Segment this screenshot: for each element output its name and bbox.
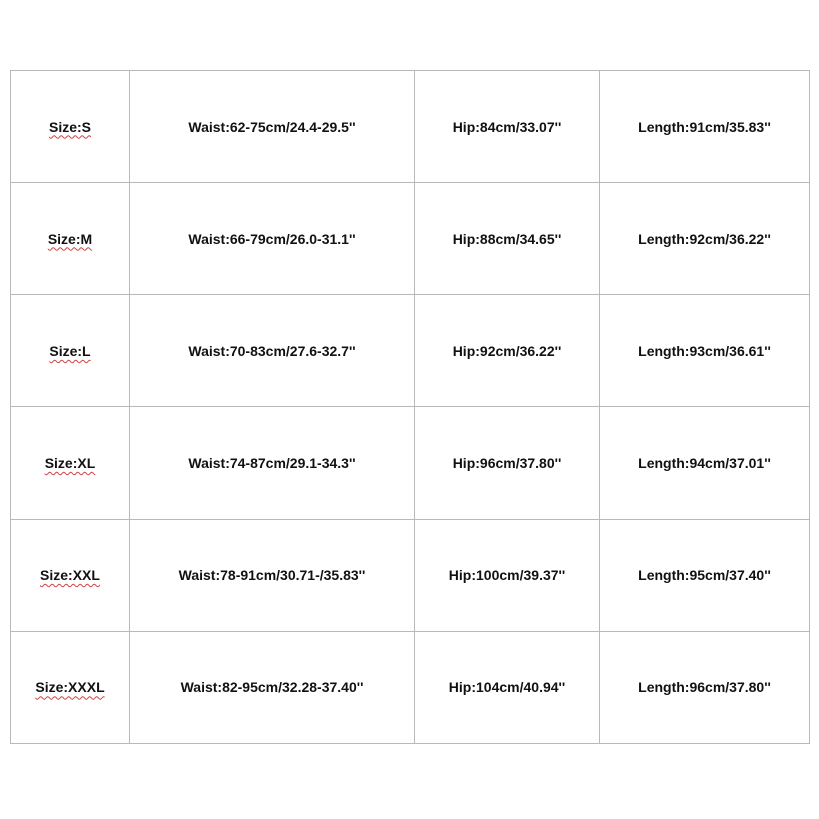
hip-cell: Hip:100cm/39.37'' xyxy=(415,519,600,631)
size-label: Size:XXXL xyxy=(35,679,105,696)
waist-cell: Waist:62-75cm/24.4-29.5'' xyxy=(130,71,415,183)
hip-cell: Hip:92cm/36.22'' xyxy=(415,295,600,407)
size-cell xyxy=(11,519,130,631)
length-cell: Length:96cm/37.80'' xyxy=(600,631,810,743)
table-row xyxy=(11,71,810,183)
waist-cell: Waist:78-91cm/30.71-/35.83'' xyxy=(130,519,415,631)
size-cell xyxy=(11,71,130,183)
waist-cell: Waist:82-95cm/32.28-37.40'' xyxy=(130,631,415,743)
length-cell: Length:92cm/36.22'' xyxy=(600,183,810,295)
size-label: Size:XL xyxy=(44,455,96,472)
length-cell: Length:91cm/35.83'' xyxy=(600,71,810,183)
length-cell: Length:93cm/36.61'' xyxy=(600,295,810,407)
table-row xyxy=(11,295,810,407)
hip-cell: Hip:88cm/34.65'' xyxy=(415,183,600,295)
size-cell xyxy=(11,631,130,743)
length-cell: Length:95cm/37.40'' xyxy=(600,519,810,631)
table-row xyxy=(11,519,810,631)
size-label: Size:S xyxy=(48,118,91,135)
waist-cell: Waist:70-83cm/27.6-32.7'' xyxy=(130,295,415,407)
waist-cell: Waist:66-79cm/26.0-31.1'' xyxy=(130,183,415,295)
size-chart-table xyxy=(10,70,810,744)
size-cell xyxy=(11,183,130,295)
hip-cell: Hip:84cm/33.07'' xyxy=(415,71,600,183)
length-cell: Length:94cm/37.01'' xyxy=(600,407,810,519)
size-cell xyxy=(11,407,130,519)
size-label: Size:M xyxy=(47,230,93,247)
size-label: Size:L xyxy=(49,342,91,359)
table-row xyxy=(11,407,810,519)
hip-cell: Hip:104cm/40.94'' xyxy=(415,631,600,743)
size-label: Size:XXL xyxy=(40,567,100,584)
waist-cell: Waist:74-87cm/29.1-34.3'' xyxy=(130,407,415,519)
size-cell xyxy=(11,295,130,407)
table-row xyxy=(11,183,810,295)
hip-cell: Hip:96cm/37.80'' xyxy=(415,407,600,519)
table-row xyxy=(11,631,810,743)
